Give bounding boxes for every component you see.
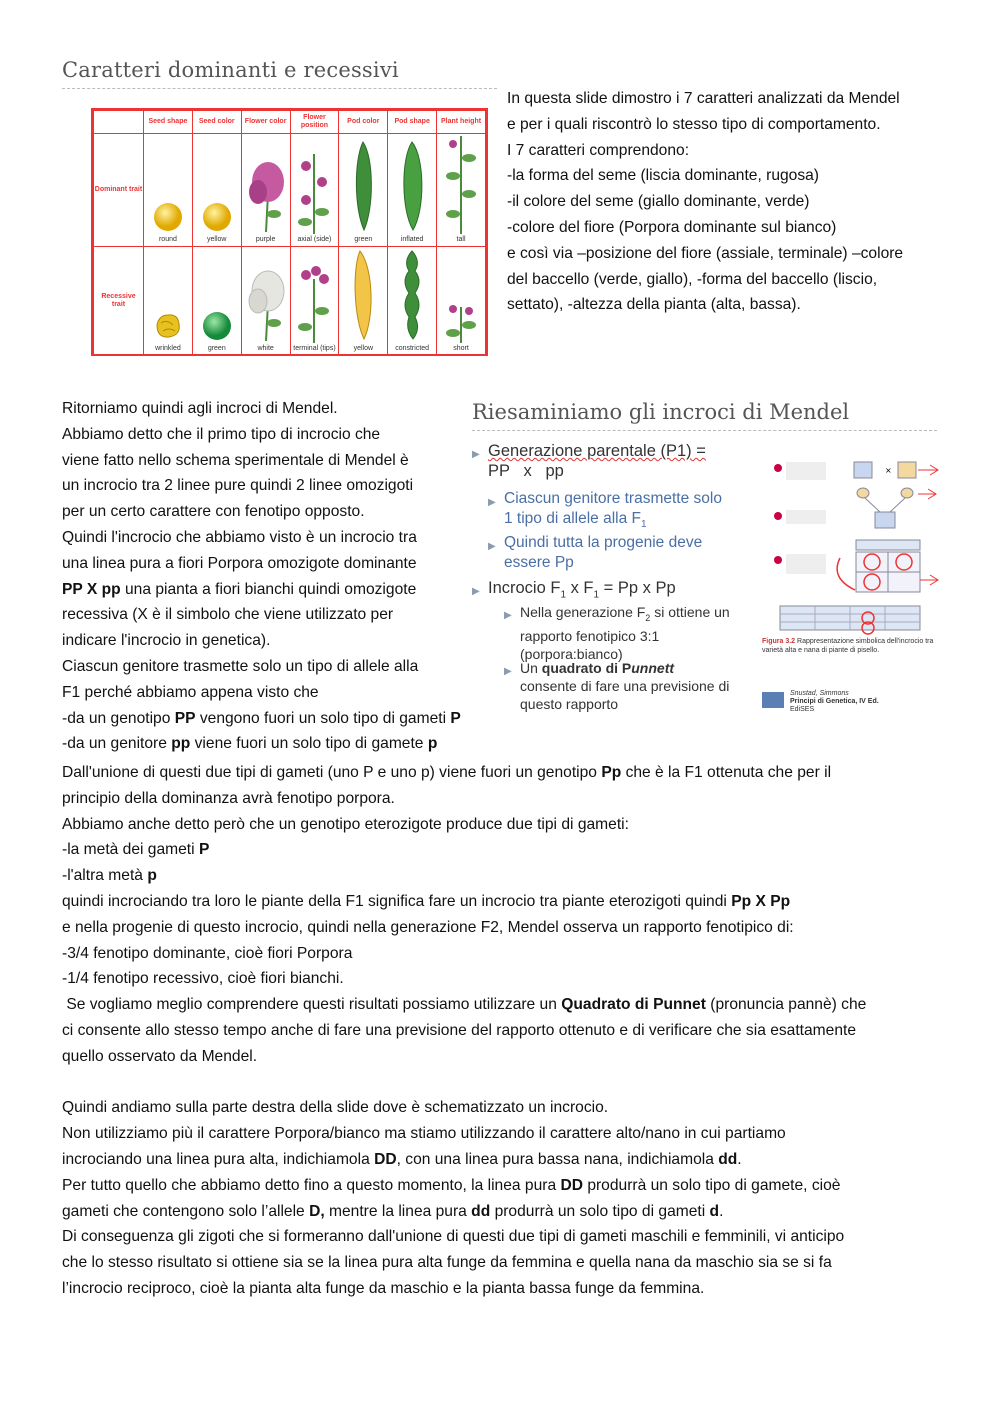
bullet-parental: ▶ Generazione parentale (P1) = PP x pp bbox=[472, 442, 706, 480]
mendel-traits-table bbox=[91, 108, 488, 356]
tall-plant-icon bbox=[441, 134, 481, 234]
bullet-arrow-icon: ▶ bbox=[504, 610, 512, 621]
wrinkled-seed-icon bbox=[151, 309, 185, 343]
publisher-logo bbox=[762, 692, 784, 708]
bullet-arrow-icon: ▶ bbox=[488, 541, 496, 552]
green-pod-icon bbox=[348, 138, 378, 234]
slide1-explanation: In questa slide dimostro i 7 caratteri analizzati da Mendel e per i quali riscontrò lo stesso tipo di comportamento. I 7 caratteri comprendono: -la forma del seme (liscia dominante, rugosa) -il colore del seme (giallo dominante, verde) -colore del fiore (Porpora dominante sul bianco) e così via –posizione del fiore (assiale, terminale) –colore del baccello (verde, giallo), -forma del baccello (liscio, settato), -altezza della pianta (alta, bassa). bbox=[507, 90, 904, 314]
corner-cell bbox=[94, 111, 144, 134]
header-seed-color: Seed color bbox=[192, 111, 241, 134]
cell-white: white bbox=[241, 247, 290, 356]
cell-tall: tall bbox=[437, 134, 486, 247]
green-seed-icon bbox=[200, 309, 234, 343]
svg-text:×: × bbox=[885, 466, 892, 475]
slide2-divider bbox=[472, 430, 937, 431]
cell-yellow-pod: yellow bbox=[339, 247, 388, 356]
bullet-arrow-icon: ▶ bbox=[472, 449, 480, 460]
cell-inflated: inflated bbox=[388, 134, 437, 247]
short-plant-icon bbox=[441, 299, 481, 343]
header-seed-shape: Seed shape bbox=[144, 111, 193, 134]
punnett-figure bbox=[760, 458, 940, 713]
cell-wrinkled: wrinkled bbox=[144, 247, 193, 356]
bullet-arrow-icon: ▶ bbox=[488, 497, 496, 508]
slide1-divider bbox=[62, 88, 497, 89]
bullet-arrow-icon: ▶ bbox=[504, 666, 512, 677]
left-column-text: Ritorniamo quindi agli incroci di Mendel. Abbiamo detto che il primo tipo di incrocio che viene fatto nello schema sperimentale di Mendel è un incrocio tra 2 linee pure quindi 2 linee omozigoti per un certo carattere con fenotipo opposto. Quindi l'incrocio che abbiamo visto è un incrocio tra una linea pura a fiori Porpora omozigote dominante PP X pp una pianta a fiori bianchi quindi omozigote recessiva (X è il simbolo che viene utilizzato per indicare l'incrocio in genetica). Ciascun genitore trasmette solo un tipo di allele alla F1 perché abbiamo appena visto che -da un genotipo PP vengono fuori un solo tipo di gameti P -da un genitore pp viene fuori un solo tipo di gamete p bbox=[62, 400, 461, 753]
recessive-trait-label: Recessive trait bbox=[94, 247, 144, 356]
dominant-trait-label: Dominant trait bbox=[94, 134, 144, 247]
header-flower-color: Flower color bbox=[241, 111, 290, 134]
yellow-pod-icon bbox=[348, 247, 378, 343]
header-flower-position: Flower position bbox=[290, 111, 339, 134]
purple-flower-icon bbox=[244, 154, 288, 234]
white-flower-icon bbox=[244, 263, 288, 343]
punnett-square-diagram bbox=[760, 458, 940, 638]
figure-caption: Figura 3.2 Rappresentazione simbolica dell'incrocio tra varietà alta e nana di piante di pisello. bbox=[762, 638, 934, 654]
header-plant-height: Plant height bbox=[437, 111, 486, 134]
cell-short: short bbox=[437, 247, 486, 356]
cell-green-seed: green bbox=[192, 247, 241, 356]
yellow-seed-icon bbox=[200, 200, 234, 234]
bullet-arrow-icon: ▶ bbox=[472, 586, 480, 597]
sub-bullet-f2-ratio: ▶ Nella generazione $F_2$ si ottiene un rapporto fenotipico 3:1 (porpora:bianco) bbox=[504, 604, 730, 662]
cell-purple: purple bbox=[241, 134, 290, 247]
slide2-title: Riesaminiamo gli incroci di Mendel bbox=[472, 400, 850, 424]
inflated-pod-icon bbox=[397, 138, 427, 234]
sub-bullet-punnett: ▶ Un quadrato di Punnett consente di fare una previsione di questo rapporto bbox=[504, 660, 730, 712]
cell-constricted: constricted bbox=[388, 247, 437, 356]
sub-bullet-progeny: ▶ Quindi tutta la progenie deve essere Pp bbox=[488, 534, 703, 571]
cell-terminal: terminal (tips) bbox=[290, 247, 339, 356]
header-pod-color: Pod color bbox=[339, 111, 388, 134]
main-body-text: Dall'unione di questi due tipi di gameti (uno P e uno p) viene fuori un genotipo Pp che è la F1 ottenuta che per il principio della dominanza avrà fenotipo porpora. Abbiamo anche detto però che un genotipo eterozigote produce due tipi di gameti: -la metà dei gameti P -l'altra metà p quindi incrociando tra loro le piante della F1 significa fare un incrocio tra piante eterozigoti quindi Pp X Pp e nella progenie di questo incrocio, quindi nella generazione F2, Mendel osserva un rapporto fenotipico di: -3/4 fenotipo dominante, cioè fiori Porpora -1/4 fenotipo recessivo, cioè fiori bianchi. Se vogliamo meglio comprendere questi risultati possiamo utilizzare un Quadrato di Punnet (pronuncia pannè) che ci consente allo stesso tempo anche di fare una previsione del rapporto ottenuto e di verificare che sia esattamente quello osservato da Mendel. Quindi andiamo sulla parte destra della slide dove è schematizzato un incrocio. Non utilizziamo più il carattere Porpora/bianco ma stiamo utilizzando il carattere alto/nano in cui partiamo incrociando una linea pura alta, indichiamola DD, con una linea pura bassa nana, indichiamola dd. Per tutto quello che abbiamo detto fino a questo momento, la linea pura DD produrrà un solo tipo di gamete, cioè gameti che contengono solo l’allele D, mentre la linea pura dd produrrà un solo tipo di gameti d. Di conseguenza gli zigoti che si formeranno dall'unione di questi due tipi di gameti maschili e femminili, vi anticipo che lo stesso risultato si ottiene sia se la linea pura alta funge da femmina e quella nana da maschio sia se si fa l’incrocio reciproco, cioè la pianta alta funge da maschio e la pianta bassa funge da femmina. bbox=[62, 764, 867, 1297]
constricted-pod-icon bbox=[397, 247, 427, 343]
bullet-f1-cross: ▶ Incrocio $F_1$ x $F_1 = Pp$ x Pp bbox=[472, 579, 676, 601]
cell-round: round bbox=[144, 134, 193, 247]
cell-green-pod: green bbox=[339, 134, 388, 247]
citation: Snustad, Simmons Principi di Genetica, IV Ed. EdiSES bbox=[790, 690, 879, 713]
slide1-title: Caratteri dominanti e recessivi bbox=[62, 58, 399, 82]
cell-axial: axial (side) bbox=[290, 134, 339, 247]
terminal-flower-plant-icon bbox=[292, 265, 336, 343]
sub-bullet-transmits: ▶ Ciascun genitore trasmette solo 1 tipo di allele alla $F_1$ bbox=[488, 490, 722, 531]
header-pod-shape: Pod shape bbox=[388, 111, 437, 134]
cell-yellow: yellow bbox=[192, 134, 241, 247]
axial-flower-plant-icon bbox=[292, 150, 336, 234]
round-seed-icon bbox=[151, 200, 185, 234]
